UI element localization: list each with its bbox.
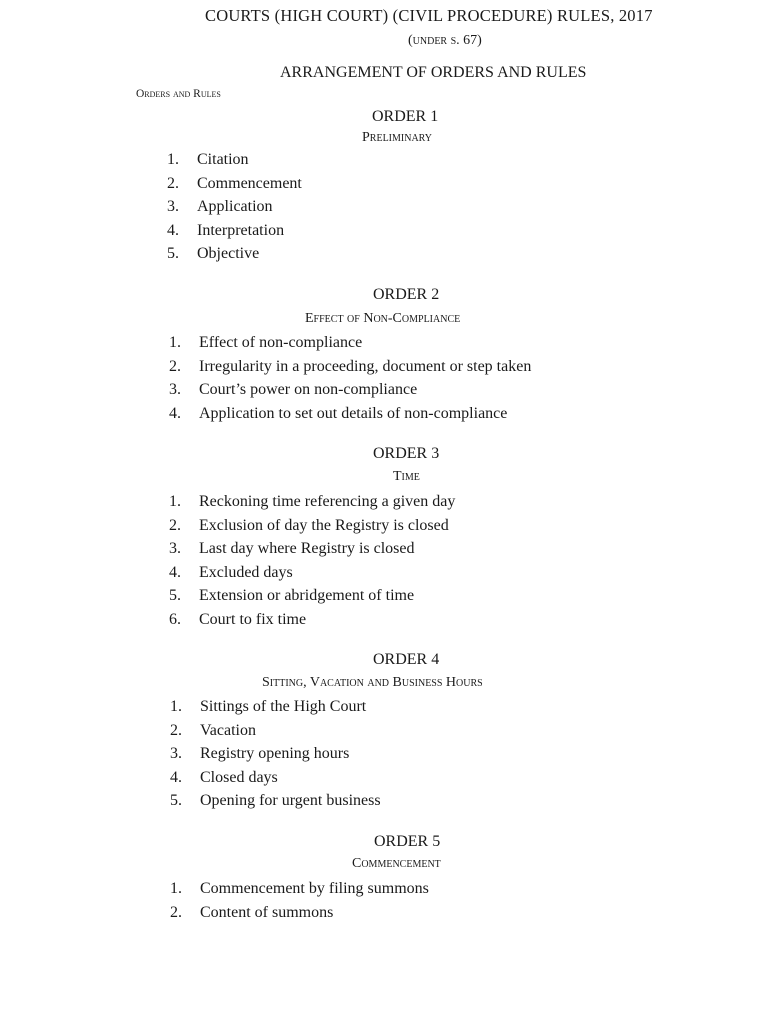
order-4-rule-list bbox=[170, 695, 381, 813]
rule-number: 2. bbox=[170, 903, 182, 921]
rule-title: Application bbox=[197, 198, 273, 216]
rule-title: Opening for urgent business bbox=[200, 792, 381, 810]
order-5-heading: ORDER 5 bbox=[374, 833, 441, 850]
rule-title: Content of summons bbox=[200, 903, 334, 921]
rule-title: Effect of non-compliance bbox=[199, 334, 363, 351]
arrangement-heading: ARRANGEMENT OF ORDERS AND RULES bbox=[280, 64, 587, 81]
rule-title: Objective bbox=[197, 245, 260, 263]
rule-item bbox=[169, 378, 531, 402]
rule-title: Court’s power on non-compliance bbox=[199, 381, 418, 399]
rule-number: 4. bbox=[170, 768, 182, 786]
document-title: COURTS (HIGH COURT) (CIVIL PROCEDURE) RULES, 2017 bbox=[205, 6, 653, 25]
rule-item bbox=[169, 608, 455, 632]
rule-title: Commencement by filing summons bbox=[200, 880, 429, 897]
rule-item bbox=[167, 242, 302, 266]
rule-title: Excluded days bbox=[199, 563, 293, 581]
rule-number: 1. bbox=[170, 880, 182, 897]
rule-item bbox=[169, 402, 531, 426]
rule-title: Sittings of the High Court bbox=[200, 698, 367, 715]
rule-number: 5. bbox=[167, 245, 179, 263]
order-4-heading: ORDER 4 bbox=[373, 651, 440, 668]
rule-number: 3. bbox=[170, 745, 182, 763]
order-2-subheading: Effect of Non-Compliance bbox=[305, 311, 461, 326]
order-2-heading: ORDER 2 bbox=[373, 286, 440, 303]
rule-item bbox=[170, 742, 381, 766]
rule-item bbox=[167, 219, 302, 243]
rule-item bbox=[169, 537, 455, 561]
rule-number: 1. bbox=[169, 334, 181, 351]
rule-item bbox=[169, 490, 455, 514]
rule-item bbox=[170, 901, 429, 925]
rule-number: 2. bbox=[170, 721, 182, 739]
rule-item bbox=[170, 789, 381, 813]
order-1-subheading: Preliminary bbox=[362, 130, 433, 145]
rule-number: 2. bbox=[169, 357, 181, 375]
rule-number: 1. bbox=[169, 493, 181, 510]
rule-number: 1. bbox=[167, 151, 179, 168]
rule-number: 5. bbox=[169, 587, 181, 605]
rule-title: Court to fix time bbox=[199, 610, 307, 628]
rule-item bbox=[169, 355, 531, 379]
rule-item bbox=[170, 719, 381, 743]
order-3-rule-list bbox=[169, 490, 455, 632]
rule-title: Reckoning time referencing a given day bbox=[199, 493, 456, 510]
rule-number: 5. bbox=[170, 792, 182, 810]
rule-title: Citation bbox=[197, 151, 249, 168]
rule-number: 4. bbox=[169, 563, 181, 581]
rule-title: Extension or abridgement of time bbox=[199, 587, 415, 605]
rule-title: Application to set out details of non-compliance bbox=[199, 404, 508, 422]
rule-number: 3. bbox=[169, 381, 181, 399]
document-subtitle: (under s. 67) bbox=[408, 33, 482, 48]
order-5-subheading: Commencement bbox=[352, 856, 441, 871]
order-1-heading: ORDER 1 bbox=[372, 108, 439, 125]
rule-title: Registry opening hours bbox=[200, 745, 350, 763]
rule-item bbox=[167, 172, 302, 196]
rule-title: Commencement bbox=[197, 174, 302, 192]
rule-number: 2. bbox=[167, 174, 179, 192]
rule-number: 2. bbox=[169, 516, 181, 534]
rule-title: Closed days bbox=[200, 768, 278, 786]
rule-number: 3. bbox=[167, 198, 179, 216]
rule-number: 4. bbox=[167, 221, 179, 239]
order-2-rule-list bbox=[169, 331, 531, 425]
order-5-rule-list bbox=[170, 877, 429, 924]
rule-title: Exclusion of day the Registry is closed bbox=[199, 516, 449, 534]
rule-item bbox=[167, 195, 302, 219]
rule-title: Interpretation bbox=[197, 221, 285, 239]
rule-item bbox=[169, 561, 455, 585]
column-label: Orders and Rules bbox=[136, 88, 221, 100]
rule-item bbox=[169, 584, 455, 608]
rule-title: Last day where Registry is closed bbox=[199, 540, 415, 558]
order-4-subheading: Sitting, Vacation and Business Hours bbox=[262, 675, 483, 690]
rule-number: 1. bbox=[170, 698, 182, 715]
order-1-rule-list bbox=[167, 148, 302, 266]
rule-item bbox=[170, 877, 429, 901]
rule-item bbox=[170, 766, 381, 790]
order-3-subheading: Time bbox=[393, 469, 420, 484]
rule-item bbox=[167, 148, 302, 172]
rule-title: Vacation bbox=[200, 721, 256, 739]
order-3-heading: ORDER 3 bbox=[373, 445, 440, 462]
rule-item bbox=[169, 331, 531, 355]
rule-number: 4. bbox=[169, 404, 181, 422]
rule-item bbox=[169, 514, 455, 538]
rule-item bbox=[170, 695, 381, 719]
rule-number: 3. bbox=[169, 540, 181, 558]
rule-number: 6. bbox=[169, 610, 181, 628]
rule-title: Irregularity in a proceeding, document or step taken bbox=[199, 357, 532, 375]
